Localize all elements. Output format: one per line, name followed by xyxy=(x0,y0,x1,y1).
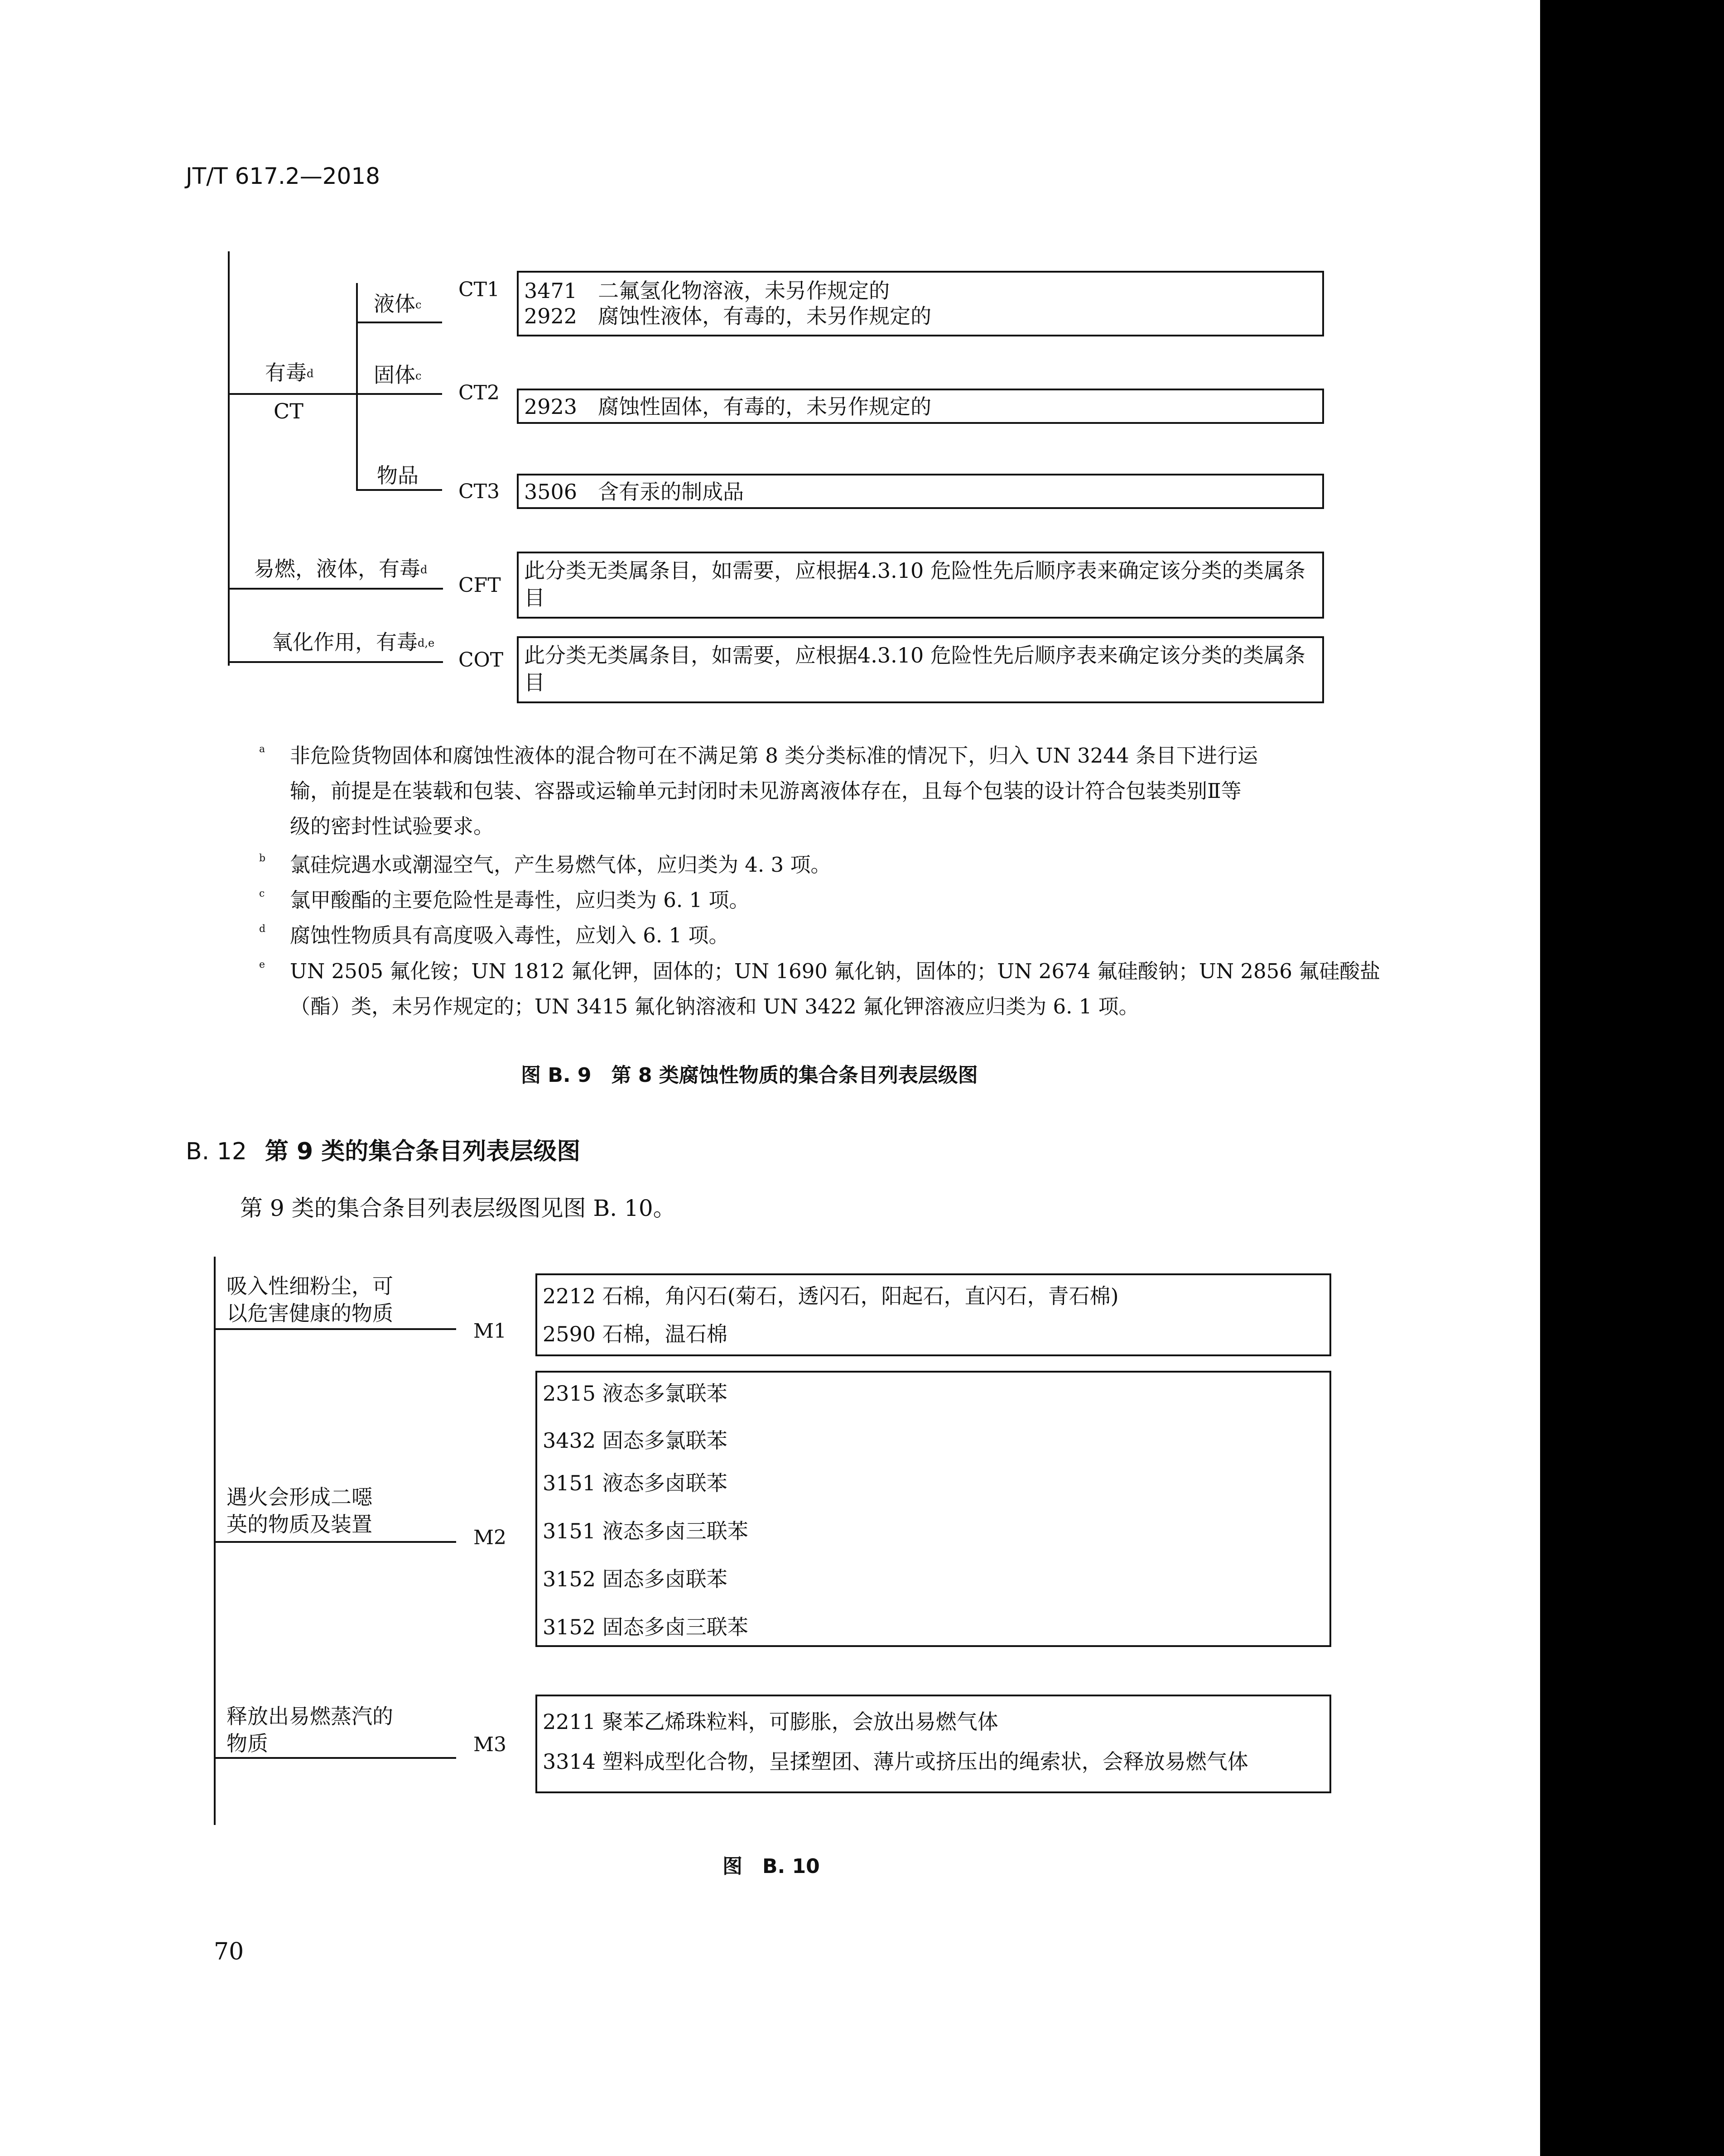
entry-box-ct3 xyxy=(517,474,1324,509)
footnote-a-line: 输，前提是在装载和包装、容器或运输单元封闭时未见游离液体存在，且每个包装的设计符合包装类别Ⅱ等 xyxy=(290,779,1242,803)
entry-line: 此分类无类属条目，如需要，应根据4.3.10 危险性先后顺序表来确定该分类的类属条 xyxy=(524,558,1305,583)
group-flammable-toxic-label: 易燃，液体，有毒$^d$ xyxy=(254,557,428,581)
group-m3-line2: 物质 xyxy=(226,1731,268,1756)
entry-line: 3152 固态多卤联苯 xyxy=(543,1567,727,1591)
code-m2: M2 xyxy=(473,1526,507,1549)
entry-line: 3432 固态多氯联苯 xyxy=(543,1428,727,1453)
section-title: 第 9 类的集合条目列表层级图 xyxy=(265,1138,581,1165)
section-heading xyxy=(186,1132,580,1166)
group-oxidizing-toxic-label: 氧化作用，有毒$^{d,e}$ xyxy=(272,630,435,654)
footnote-mark: b xyxy=(259,853,266,864)
footnote-a-line: 级的密封性试验要求。 xyxy=(290,814,494,838)
group-flammable-toxic-line xyxy=(228,588,443,590)
entry-line: 3151 液态多卤联苯 xyxy=(543,1471,727,1495)
group-m2-line2: 英的物质及装置 xyxy=(226,1512,372,1537)
subgroup-article-line xyxy=(356,489,442,491)
footnote-e-line: （酯）类，未另作规定的；UN 3415 氟化钠溶液和 UN 3422 氟化钾溶液应归类为 6. 1 项。 xyxy=(290,994,1139,1018)
footnote-e-line: UN 2505 氟化铵；UN 1812 氟化钾，固体的；UN 1690 氟化钠，固体的；UN 2674 氟硅酸钠；UN 2856 氟硅酸盐 xyxy=(290,959,1381,983)
group-m1-line1: 吸入性细粉尘，可 xyxy=(226,1274,393,1298)
entry-box-m3 xyxy=(535,1695,1331,1793)
subgroup-liquid-label: 液体$^c$ xyxy=(374,292,422,316)
code-m3: M3 xyxy=(473,1733,507,1756)
code-cft: CFT xyxy=(458,574,501,597)
footnote-mark: e xyxy=(259,959,265,970)
entry-line: 3151 液态多卤三联苯 xyxy=(543,1519,748,1543)
entry-line: 3314 塑料成型化合物，呈揉塑团、薄片或挤压出的绳索状，会释放易燃气体 xyxy=(543,1749,1248,1774)
ct-subtree-trunk xyxy=(356,283,358,489)
entry-line: 目 xyxy=(524,670,545,695)
footnote-c-line: 氯甲酸酯的主要危险性是毒性，应归类为 6. 1 项。 xyxy=(290,888,750,912)
footnote-mark: c xyxy=(259,888,265,899)
entry-box-ct1 xyxy=(517,271,1324,336)
entry-line: 2590 石棉，温石棉 xyxy=(543,1322,727,1346)
group-toxic-line xyxy=(228,393,356,395)
section-body: 第 9 类的集合条目列表层级图见图 B. 10。 xyxy=(240,1195,676,1221)
entry-box-m2 xyxy=(535,1371,1331,1647)
entry-line: 目 xyxy=(524,586,545,610)
code-cot: COT xyxy=(458,648,504,672)
footnote-mark: a xyxy=(259,744,265,755)
entry-box-ct2 xyxy=(517,389,1324,424)
footnote-mark: d xyxy=(259,923,266,935)
group-m1-line2: 以危害健康的物质 xyxy=(226,1301,393,1325)
group-toxic-label: 有毒$^d$ xyxy=(265,360,314,385)
entry-line: 2923 腐蚀性固体，有毒的，未另作规定的 xyxy=(524,394,932,419)
group-m1-line xyxy=(214,1328,456,1330)
subgroup-article-label: 物品 xyxy=(377,463,419,488)
entry-box-cot xyxy=(517,636,1324,703)
footnote-b-line: 氯硅烷遇水或潮湿空气，产生易燃气体，应归类为 4. 3 项。 xyxy=(290,853,831,877)
entry-line: 此分类无类属条目，如需要，应根据4.3.10 危险性先后顺序表来确定该分类的类属条 xyxy=(524,643,1305,667)
entry-line: 3506 含有汞的制成品 xyxy=(524,480,744,504)
subgroup-solid-label: 固体$^c$ xyxy=(374,363,422,387)
subgroup-liquid-line xyxy=(356,322,442,323)
page-number: 70 xyxy=(214,1938,244,1965)
figure-b9-caption: 图 B. 9 第 8 类腐蚀性物质的集合条目列表层级图 xyxy=(521,1064,978,1087)
subgroup-solid-line xyxy=(356,393,442,395)
code-ct1: CT1 xyxy=(458,278,500,301)
entry-box-m1 xyxy=(535,1273,1331,1356)
footnote-a-line: 非危险货物固体和腐蚀性液体的混合物可在不满足第 8 类分类标准的情况下，归入 UN 3244 条目下进行运 xyxy=(290,744,1258,768)
code-ct2: CT2 xyxy=(458,381,500,404)
group-toxic-code: CT xyxy=(274,399,303,423)
entry-line: 3471 二氟氢化物溶液，未另作规定的 xyxy=(524,279,890,303)
standard-id: JT/T 617.2—2018 xyxy=(186,163,380,189)
tree-trunk xyxy=(228,251,230,666)
figure-b10-caption: 图 B. 10 xyxy=(722,1855,820,1878)
entry-box-cft xyxy=(517,552,1324,619)
code-ct3: CT3 xyxy=(458,480,500,503)
entry-line: 2212 石棉，角闪石(菊石，透闪石，阳起石，直闪石，青石棉) xyxy=(543,1284,1119,1308)
group-m2-line1: 遇火会形成二噁 xyxy=(226,1485,372,1509)
entry-line: 2211 聚苯乙烯珠粒料，可膨胀，会放出易燃气体 xyxy=(543,1709,998,1734)
group-oxidizing-toxic-line xyxy=(228,661,443,663)
entry-line: 3152 固态多卤三联苯 xyxy=(543,1615,748,1639)
footnote-d-line: 腐蚀性物质具有高度吸入毒性，应划入 6. 1 项。 xyxy=(290,923,729,947)
group-m2-line xyxy=(214,1541,456,1543)
group-m3-line1: 释放出易燃蒸汽的 xyxy=(226,1704,393,1729)
entry-line: 2315 液态多氯联苯 xyxy=(543,1381,727,1406)
group-m3-line xyxy=(214,1757,456,1759)
entry-line: 2922 腐蚀性液体，有毒的，未另作规定的 xyxy=(524,304,932,328)
section-number: B. 12 xyxy=(186,1138,247,1165)
code-m1: M1 xyxy=(473,1320,507,1343)
scan-border xyxy=(1540,0,1724,2156)
